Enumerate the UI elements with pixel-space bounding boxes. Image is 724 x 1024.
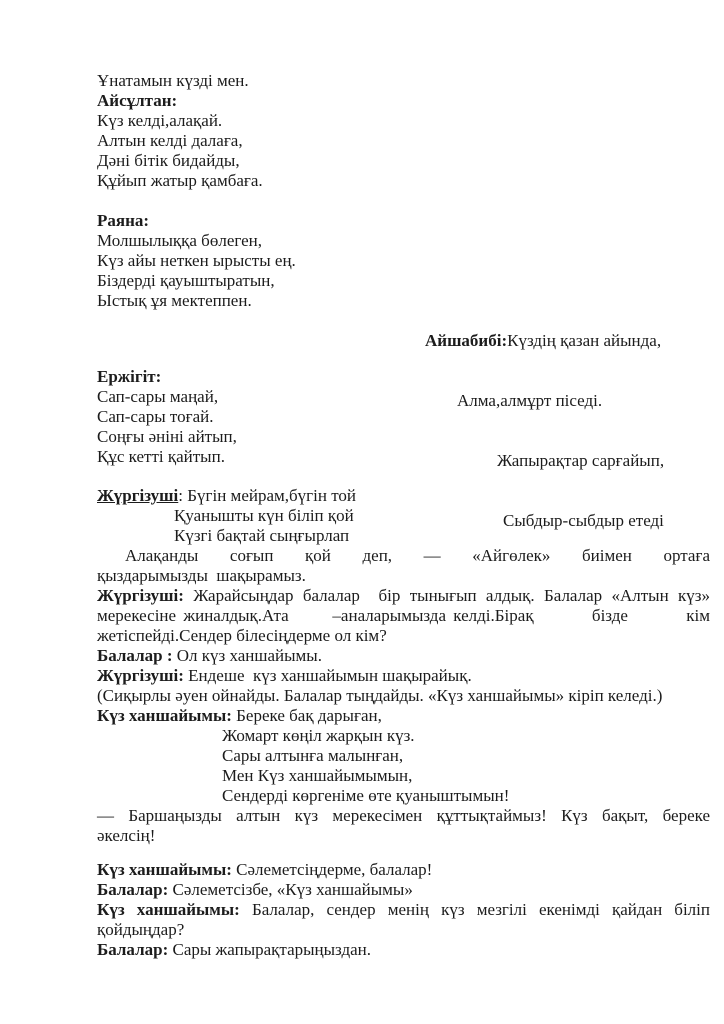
poem-line: Біздерді қауыштыратын, <box>97 271 275 290</box>
speaker-name: Күз ханшайымы: <box>97 706 232 725</box>
queen-question-line-1 <box>97 900 710 920</box>
queen-greeting-line <box>97 860 710 880</box>
host-speech-line-2: мерекесіне жиналдық.Ата –аналарымызда келді.Бірақ бізде кім <box>97 606 710 625</box>
poem-line: Соңғы әніні айтып, <box>97 427 237 446</box>
speech-text: Ендеше күз ханшайымын шақырайық. <box>183 666 472 685</box>
speaker-name: Күз ханшайымы: <box>97 900 240 919</box>
poem-line: Алтын келді далаға, <box>97 131 243 150</box>
host-call-line <box>97 666 710 686</box>
speaker-name: Балалар : <box>97 646 173 665</box>
speaker-name: Айшабибі: <box>425 331 508 350</box>
ayshabibi-block <box>425 291 664 571</box>
poem-line: Құс кетті қайтып. <box>97 447 225 466</box>
ayshabibi-line-2: Алма,алмұрт піседі. <box>457 391 603 410</box>
children-answer-line <box>97 940 710 960</box>
congratulation-line-2: әкелсің! <box>97 826 156 845</box>
poem-text: Бүгін мейрам,бүгін той <box>187 486 357 505</box>
intro-line: Ұнатамын күзді мен. <box>97 71 249 90</box>
stage-direction: (Сиқырлы әуен ойнайды. Балалар тыңдайды. «Күз ханшайымы» кіріп келеді.) <box>97 686 663 705</box>
poem-line: Сап-сары маңай, <box>97 387 219 406</box>
speech-text: Балалар, сендер менің күз мезгілі екенімді қайдан біліп <box>239 900 710 919</box>
host-poem-line-2: Қуанышты күн біліп қой <box>174 506 354 525</box>
queen-poem-line: Сары алтынға малынған, <box>222 746 404 765</box>
poem-line: Құйып жатыр қамбаға. <box>97 171 263 190</box>
speech-text: Сәлеметсізбе, «Күз ханшайымы» <box>168 880 413 899</box>
poem-line: Күз айы неткен ырысты ең. <box>97 251 296 270</box>
speaker-name: Ержігіт: <box>97 367 162 386</box>
queen-poem-line: Жомарт көңіл жарқын күз. <box>222 726 415 745</box>
poem-line: Сап-сары тоғай. <box>97 407 214 426</box>
host-speech-line-3: жетіспейді.Сендер білесіңдерме ол кім? <box>97 626 387 645</box>
poem-line: Күз келді,алақай. <box>97 111 223 130</box>
ayshabibi-line-4: Сыбдыр-сыбдыр етеді <box>503 511 664 530</box>
host-invite-line-2: қыздарымызды шақырамыз. <box>97 566 306 585</box>
speaker-name: Айсұлтан: <box>97 91 178 110</box>
queen-poem-line: Сендерді көргеніме өте қуаныштымын! <box>222 786 510 805</box>
speaker-name: Балалар: <box>97 880 169 899</box>
poem-text: Береке бақ дарыған, <box>231 706 382 725</box>
congratulation-line-1: — Баршаңызды алтын күз мерекесімен құттықтаймыз! Күз бақыт, береке <box>97 806 710 825</box>
children-greeting-line <box>97 880 710 900</box>
poem-text: Күздің қазан айында, <box>507 331 662 350</box>
ayshabibi-line-1 <box>425 331 664 351</box>
speaker-name: Жүргізуші: <box>97 666 184 685</box>
poem-line: Ыстық ұя мектеппен. <box>97 291 252 310</box>
speaker-name: Күз ханшайымы: <box>97 860 232 879</box>
poem-line: Дәні бітік бидайды, <box>97 151 240 170</box>
host-poem-line-3: Күзгі бақтай сыңғырлап <box>174 526 350 545</box>
queen-question-line-2: қойдыңдар? <box>97 920 185 939</box>
speaker-name: Жүргізуші: <box>97 586 184 605</box>
speaker-name-underlined: Жүргізуші <box>97 486 179 505</box>
speech-text: Жарайсыңдар балалар бір тынығып алдық. Балалар «Алтын күз» <box>183 586 710 605</box>
host-speech-line-1 <box>97 586 710 606</box>
queen-poem-line-1 <box>97 706 710 726</box>
children-reply-line <box>97 646 710 666</box>
queen-poem-line: Мен Күз ханшайымымын, <box>222 766 413 785</box>
poem-line: Молшылыққа бөлеген, <box>97 231 263 250</box>
speech-text: Ол күз ханшайымы. <box>172 646 322 665</box>
speaker-aysultan <box>97 91 710 111</box>
speaker-name: Раяна: <box>97 211 150 230</box>
speaker-rayana <box>97 211 710 231</box>
host-invite-line-1: Алақанды соғып қой деп, — «Айгөлек» биімен ортаға <box>125 546 710 565</box>
speaker-colon: : <box>178 486 188 505</box>
speech-text: Сары жапырақтарыңыздан. <box>168 940 372 959</box>
ayshabibi-line-3: Жапырақтар сарғайып, <box>497 451 665 470</box>
speaker-name: Балалар: <box>97 940 169 959</box>
speech-text: Сәлеметсіңдерме, балалар! <box>231 860 433 879</box>
